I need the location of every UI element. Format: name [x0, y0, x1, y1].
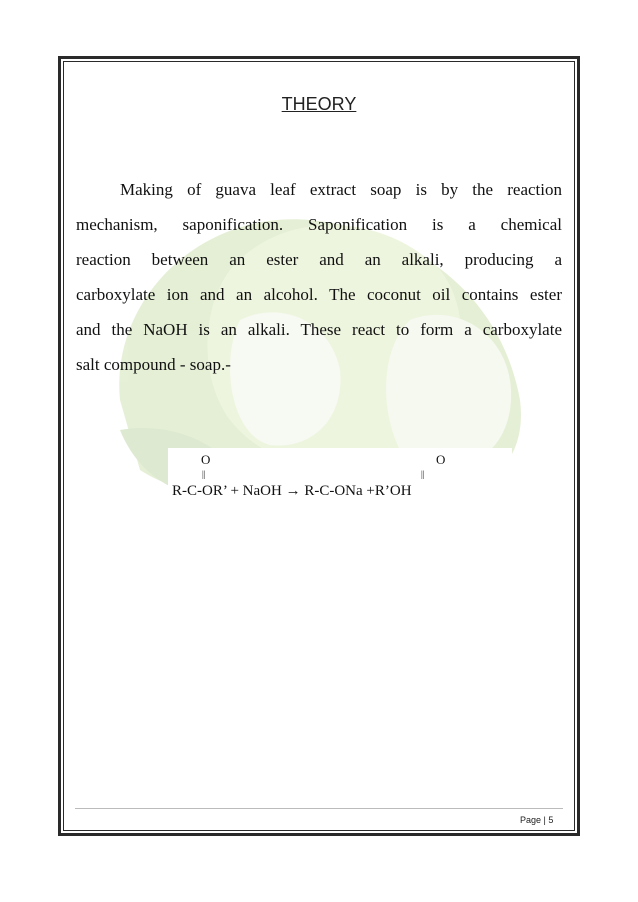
- paragraph-line: salt compound - soap.-: [76, 355, 231, 374]
- equation-double-bond-right: ||: [421, 469, 425, 479]
- theory-paragraph: [76, 172, 562, 382]
- paragraph-line: reaction between an ester and an alkali, producing a: [76, 250, 562, 269]
- page-title: THEORY: [281, 94, 357, 114]
- paragraph-line: carboxylate ion and an alcohol. The coconut oil contains ester: [76, 285, 562, 304]
- saponification-equation: R-C-OR’ + NaOH → R-C-ONa +R’OH: [172, 483, 412, 499]
- equation-background: [168, 448, 512, 510]
- page-number: Page | 5: [520, 815, 554, 825]
- equation-oxygen-right: O: [436, 452, 446, 467]
- paragraph-line: and the NaOH is an alkali. These react to form a carboxylate: [76, 320, 562, 339]
- footer-divider: [75, 808, 563, 809]
- equation-double-bond-left: ||: [202, 469, 206, 479]
- paragraph-line: mechanism, saponification. Saponification is a chemical: [76, 215, 562, 234]
- equation-oxygen-left: O: [201, 452, 211, 467]
- paragraph-line: Making of guava leaf extract soap is by the reaction: [120, 180, 562, 199]
